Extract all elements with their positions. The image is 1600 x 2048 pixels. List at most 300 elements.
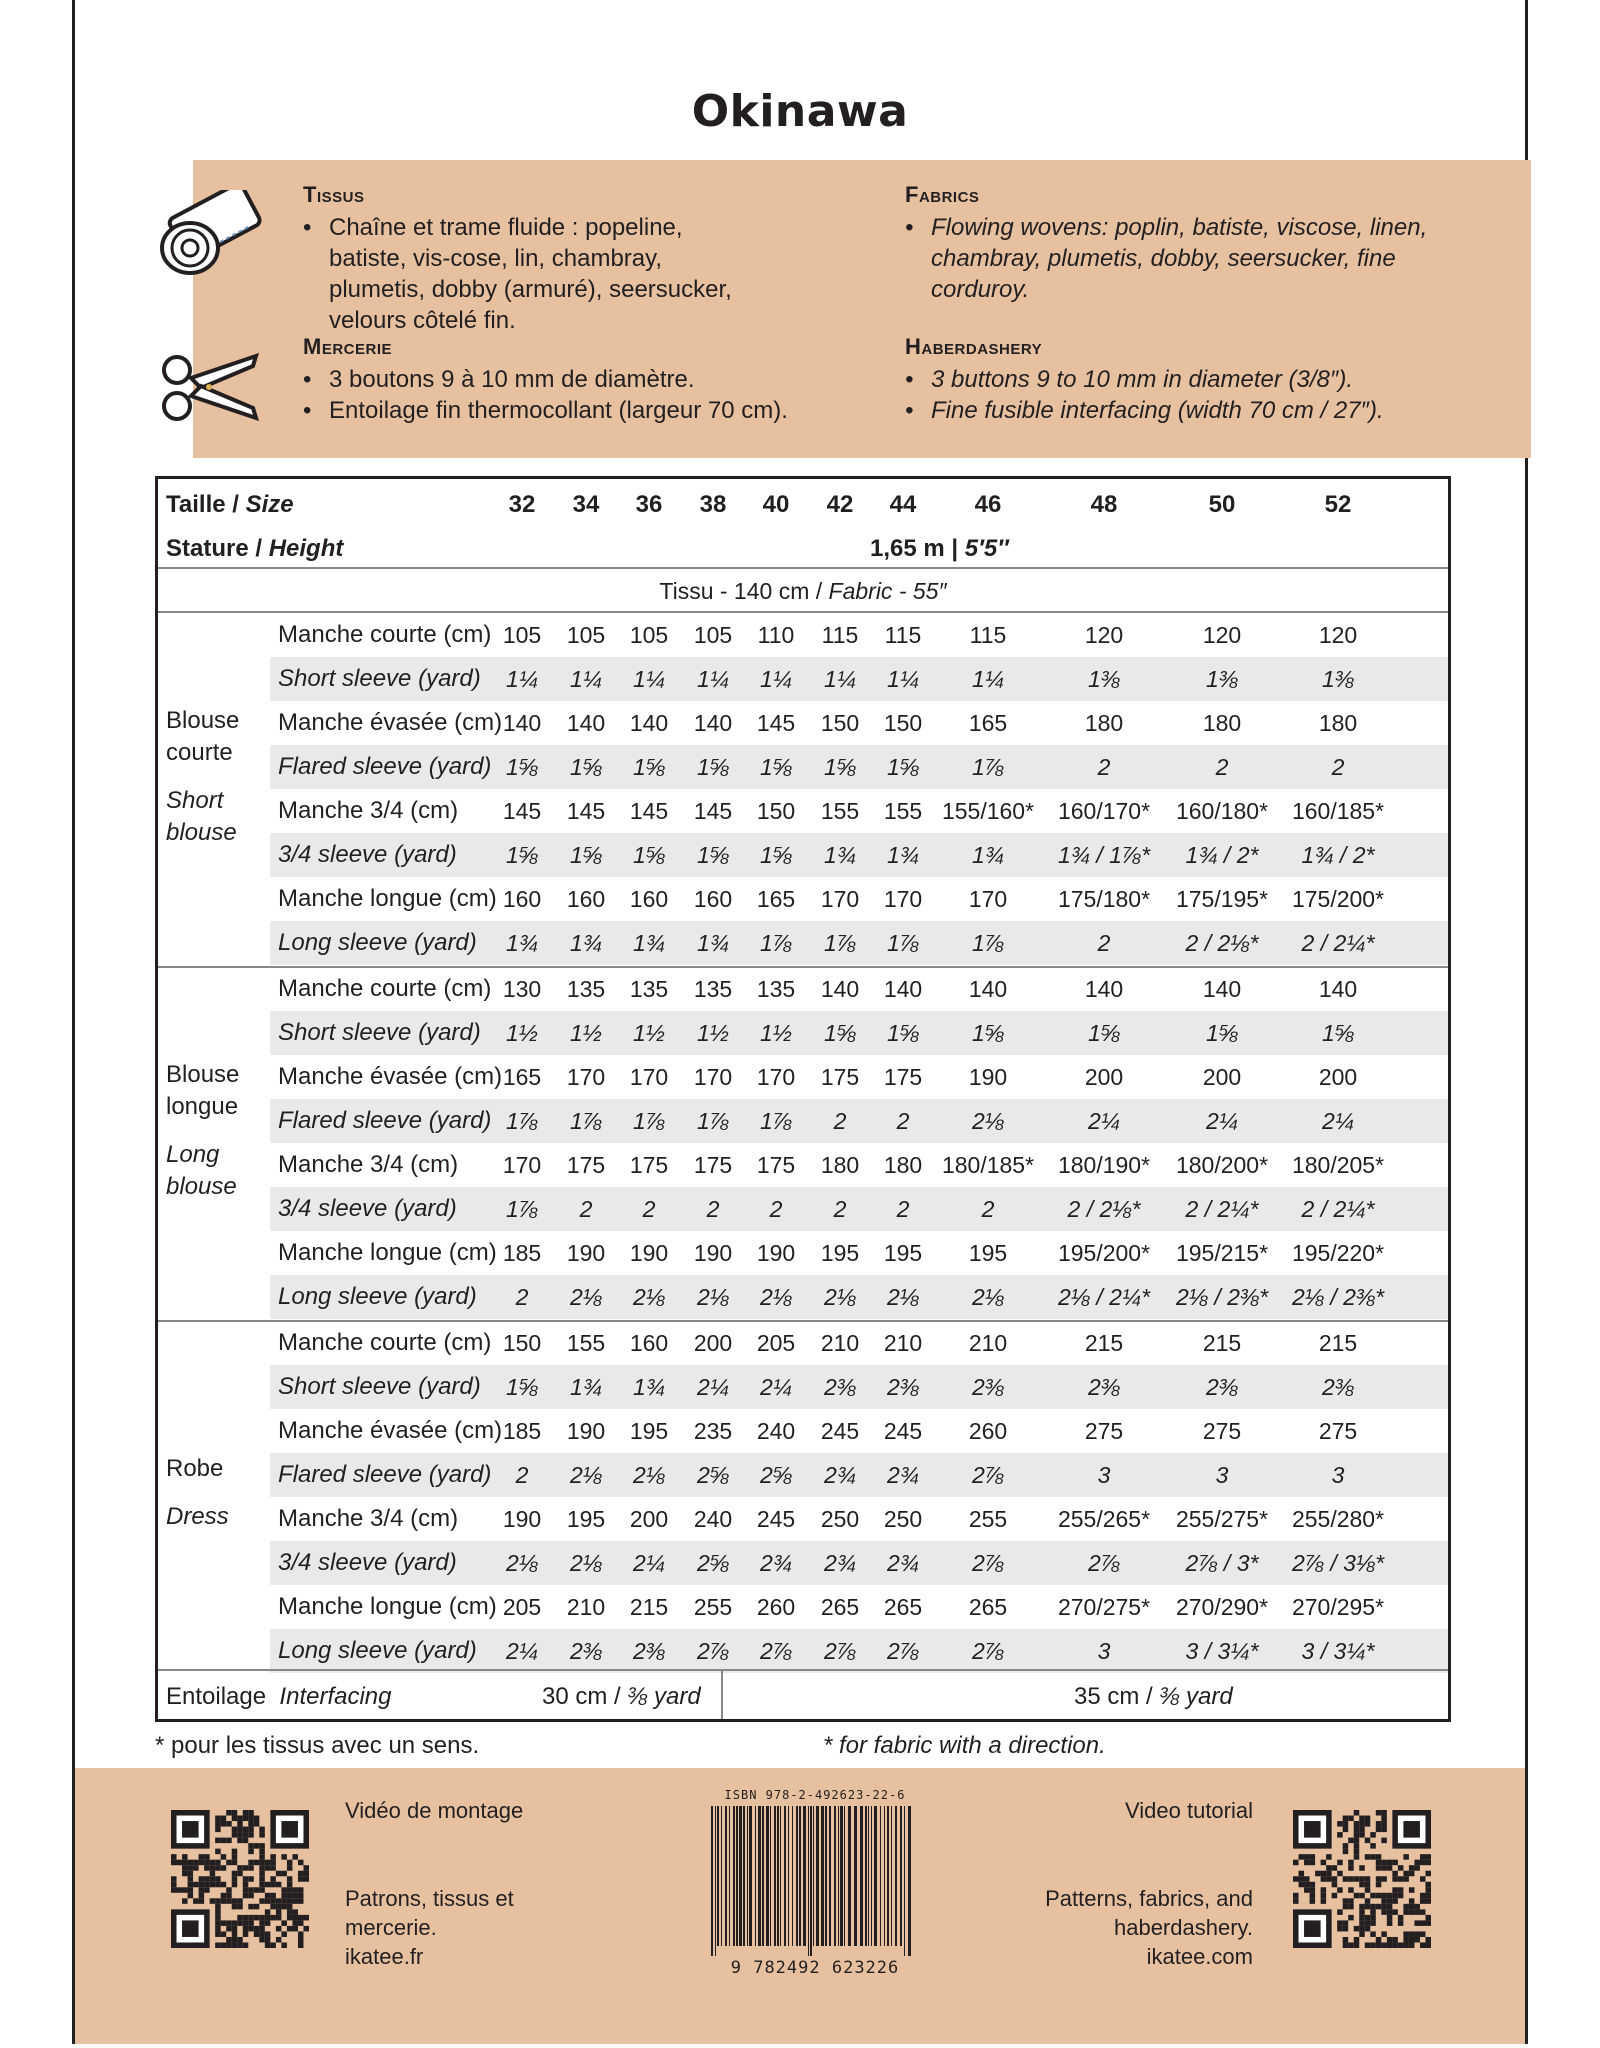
table-cell: 2 <box>833 1196 847 1222</box>
table-cell: 165 <box>968 710 1008 736</box>
table-cell: 2¼ <box>633 1550 665 1576</box>
table-cell: 175 <box>820 1064 860 1090</box>
fabrics-title-en: Fabrics <box>905 182 980 207</box>
table-cell: 2⅞ <box>972 1638 1004 1664</box>
table-cell: 145 <box>502 798 542 824</box>
table-cell: 2¼ <box>1088 1108 1120 1134</box>
table-row <box>158 789 1448 833</box>
table-cell: 2⅛ <box>887 1284 919 1310</box>
table-cell: 2⅜ <box>1322 1374 1354 1400</box>
row-label: Short sleeve (yard) <box>278 1019 481 1046</box>
table-cell: 2⅛ <box>697 1284 729 1310</box>
table-cell: 1¼ <box>824 666 856 692</box>
table-cell: 2⅛ <box>633 1284 665 1310</box>
list-item: • Entoilage fin thermocollant (largeur 70 cm). <box>303 395 863 426</box>
table-cell: 175 <box>756 1152 796 1178</box>
table-cell: 120 <box>1202 622 1242 648</box>
table-cell: 145 <box>566 798 606 824</box>
footer-panel <box>75 1768 1525 2044</box>
table-cell: 1⅞ <box>697 1108 729 1134</box>
table-cell: 2⅞ / 3* <box>1185 1550 1259 1576</box>
fabrics-list-en <box>905 212 1465 305</box>
table-cell: 1⅞ <box>760 930 792 956</box>
table-cell: 195 <box>968 1240 1008 1266</box>
table-row <box>158 701 1448 745</box>
notions-title-en: Haberdashery <box>905 334 1043 359</box>
site-link-en[interactable]: ikatee.com <box>1146 1944 1253 1969</box>
table-cell: 2 <box>1097 930 1111 956</box>
table-row <box>158 1143 1448 1187</box>
table-cell: 195/220* <box>1291 1240 1385 1266</box>
table-cell: 2⅞ <box>887 1638 919 1664</box>
scissors-icon <box>161 348 261 426</box>
table-cell: 2⅛ / 2⅜* <box>1291 1284 1385 1310</box>
row-label: Manche évasée (cm) <box>278 1417 503 1444</box>
table-row <box>158 1409 1448 1453</box>
table-cell: 1¾ <box>633 930 665 956</box>
table-cell: 2⅜ <box>1088 1374 1120 1400</box>
table-cell: 255/275* <box>1175 1506 1269 1532</box>
table-cell: 175 <box>693 1152 733 1178</box>
directional-note-en: * for fabric with a direction. <box>823 1732 1106 1759</box>
table-cell: 210 <box>566 1594 606 1620</box>
table-cell: 175 <box>629 1152 669 1178</box>
table-cell: 2¼ <box>760 1374 792 1400</box>
table-cell: 180 <box>820 1152 860 1178</box>
fabrics-title-fr: Tissus <box>303 182 365 207</box>
table-cell: 140 <box>1084 976 1124 1002</box>
table-cell: 165 <box>756 886 796 912</box>
table-cell: 160/180* <box>1175 798 1269 824</box>
table-cell: 2 / 2¼* <box>1301 930 1375 956</box>
table-cell: 1⅝ <box>506 1374 538 1400</box>
table-cell: 160 <box>566 886 606 912</box>
table-cell: 185 <box>502 1240 542 1266</box>
table-cell: 1¾ <box>972 842 1004 868</box>
table-cell: 155/160* <box>941 798 1035 824</box>
table-cell: 1⅝ <box>760 754 792 780</box>
table-cell: 195 <box>566 1506 606 1532</box>
size-column-header: 36 <box>635 491 663 518</box>
table-cell: 3 <box>1215 1462 1229 1488</box>
table-cell: 130 <box>502 976 542 1002</box>
size-column-header: 44 <box>889 491 917 518</box>
table-cell: 240 <box>693 1506 733 1532</box>
row-label: Flared sleeve (yard) <box>278 753 492 780</box>
table-cell: 1¼ <box>697 666 729 692</box>
table-cell: 1⅝ <box>1322 1020 1354 1046</box>
list-item: • Fine fusible interfacing (width 70 cm / 27″). <box>905 395 1505 426</box>
row-label: Manche courte (cm) <box>278 621 492 648</box>
row-label: Manche courte (cm) <box>278 1329 492 1356</box>
row-label: Manche longue (cm) <box>278 1593 497 1620</box>
table-cell: 1½ <box>633 1020 665 1046</box>
table-cell: 2⅛ <box>570 1462 602 1488</box>
table-cell: 2 <box>769 1196 783 1222</box>
table-cell: 150 <box>756 798 796 824</box>
table-row <box>270 1365 1448 1409</box>
table-cell: 250 <box>883 1506 923 1532</box>
group-label: Robe Dress <box>166 1455 229 1530</box>
directional-note-fr: * pour les tissus avec un sens. <box>155 1732 480 1759</box>
table-cell: 105 <box>566 622 606 648</box>
table-cell: 255 <box>968 1506 1008 1532</box>
table-cell: 260 <box>756 1594 796 1620</box>
table-cell: 1⅜ <box>1322 666 1354 692</box>
table-cell: 1¼ <box>972 666 1004 692</box>
list-item: • Chaîne et trame fluide : popeline, batiste, vis-cose, lin, chambray, plumetis, dobby (armuré), seersucker, velours côtelé fin. <box>303 212 743 336</box>
table-cell: 2¼ <box>1206 1108 1238 1134</box>
table-cell: 2 <box>579 1196 593 1222</box>
page-title: Okinawa <box>691 86 909 137</box>
table-cell: 190 <box>968 1064 1008 1090</box>
table-cell: 1½ <box>760 1020 792 1046</box>
list-item: • 3 buttons 9 to 10 mm in diameter (3/8″). <box>905 364 1505 395</box>
row-label: Long sleeve (yard) <box>278 1283 477 1310</box>
table-cell: 1⅝ <box>570 842 602 868</box>
size-column-header: 40 <box>762 491 790 518</box>
table-cell: 2⅜ <box>1206 1374 1238 1400</box>
site-link-fr[interactable]: ikatee.fr <box>345 1944 424 1969</box>
table-cell: 2⅛ / 2¼* <box>1057 1284 1151 1310</box>
table-cell: 190 <box>502 1506 542 1532</box>
table-row <box>270 1541 1448 1585</box>
yardage-table <box>155 476 1451 1722</box>
table-cell: 210 <box>968 1330 1008 1356</box>
table-cell: 135 <box>693 976 733 1002</box>
table-cell: 175/180* <box>1057 886 1151 912</box>
table-cell: 215 <box>629 1594 669 1620</box>
fabrics-list-fr <box>303 212 743 336</box>
table-row <box>158 1497 1448 1541</box>
list-item: • 3 boutons 9 à 10 mm de diamètre. <box>303 364 863 395</box>
qr-code-right[interactable] <box>1293 1810 1431 1948</box>
table-cell: 110 <box>757 622 795 648</box>
table-cell: 195/215* <box>1175 1240 1269 1266</box>
table-cell: 145 <box>756 710 796 736</box>
table-cell: 180/200* <box>1175 1152 1269 1178</box>
table-row <box>270 1011 1448 1055</box>
table-cell: 140 <box>1318 976 1358 1002</box>
row-label: Manche 3/4 (cm) <box>278 797 459 824</box>
row-label: Manche longue (cm) <box>278 1239 497 1266</box>
table-cell: 195 <box>629 1418 669 1444</box>
table-cell: 2 <box>981 1196 995 1222</box>
table-cell: 155 <box>820 798 860 824</box>
table-cell: 170 <box>693 1064 733 1090</box>
table-cell: 240 <box>756 1418 796 1444</box>
table-row <box>158 613 1448 657</box>
table-cell: 2 <box>1097 754 1111 780</box>
size-column-header: 50 <box>1208 491 1236 518</box>
table-cell: 190 <box>629 1240 669 1266</box>
table-cell: 2 <box>515 1284 529 1310</box>
table-cell: 180/190* <box>1057 1152 1151 1178</box>
table-cell: 2⅛ <box>972 1108 1004 1134</box>
table-cell: 250 <box>820 1506 860 1532</box>
table-cell: 265 <box>968 1594 1008 1620</box>
table-cell: 2¾ <box>824 1462 856 1488</box>
table-cell: 3 <box>1097 1462 1111 1488</box>
table-cell: 1⅝ <box>1206 1020 1238 1046</box>
table-cell: 160 <box>629 1330 669 1356</box>
table-cell: 2 / 2¼* <box>1301 1196 1375 1222</box>
table-cell: 255 <box>693 1594 733 1620</box>
table-cell: 185 <box>502 1418 542 1444</box>
table-cell: 2 / 2⅛* <box>1185 930 1259 956</box>
table-cell: 1⅝ <box>633 754 665 780</box>
table-cell: 1¾ <box>697 930 729 956</box>
table-cell: 140 <box>883 976 923 1002</box>
table-cell: 135 <box>756 976 796 1002</box>
table-cell: 1⅝ <box>506 842 538 868</box>
table-cell: 200 <box>1202 1064 1242 1090</box>
fabric-roll-icon <box>158 190 268 276</box>
table-cell: 190 <box>566 1418 606 1444</box>
table-cell: 235 <box>693 1418 733 1444</box>
row-label: Manche évasée (cm) <box>278 1063 503 1090</box>
table-cell: 1⅝ <box>570 754 602 780</box>
table-cell: 2 <box>896 1196 910 1222</box>
table-cell: 2⅝ <box>697 1462 729 1488</box>
isbn-text: ISBN 978-2-492623-22-6 <box>724 1788 906 1802</box>
interfacing-label: Entoilage Interfacing <box>166 1683 392 1710</box>
table-cell: 105 <box>502 622 542 648</box>
table-cell: 140 <box>820 976 860 1002</box>
table-row <box>270 657 1448 701</box>
table-cell: 1⅝ <box>972 1020 1004 1046</box>
table-cell: 245 <box>820 1418 860 1444</box>
table-cell: 140 <box>1202 976 1242 1002</box>
table-cell: 140 <box>968 976 1008 1002</box>
table-cell: 105 <box>693 622 733 648</box>
table-cell: 1¾ / 1⅞* <box>1057 842 1151 868</box>
table-cell: 205 <box>756 1330 796 1356</box>
table-cell: 2¾ <box>887 1462 919 1488</box>
table-cell: 145 <box>693 798 733 824</box>
table-cell: 270/295* <box>1291 1594 1385 1620</box>
table-cell: 1⅜ <box>1088 666 1120 692</box>
table-row <box>270 1453 1448 1497</box>
table-cell: 2⅛ <box>633 1462 665 1488</box>
table-cell: 165 <box>502 1064 542 1090</box>
table-cell: 140 <box>629 710 669 736</box>
table-cell: 210 <box>883 1330 923 1356</box>
table-cell: 275 <box>1202 1418 1242 1444</box>
table-cell: 180/205* <box>1291 1152 1385 1178</box>
table-cell: 2⅜ <box>570 1638 602 1664</box>
table-cell: 2⅜ <box>824 1374 856 1400</box>
fabric-width-row: Tissu - 140 cm / Fabric - 55″ <box>659 578 947 604</box>
table-cell: 1⅜ <box>1206 666 1238 692</box>
barcode <box>705 1806 915 1956</box>
notions-title-fr: Mercerie <box>303 334 393 359</box>
shop-text-fr: Patrons, tissus et mercerie. ikatee.fr <box>345 1886 514 1969</box>
table-cell: 2¼ <box>697 1374 729 1400</box>
table-cell: 1⅝ <box>697 754 729 780</box>
table-cell: 2⅛ / 2⅜* <box>1175 1284 1269 1310</box>
table-cell: 2⅜ <box>972 1374 1004 1400</box>
size-column-header: 52 <box>1324 491 1352 518</box>
table-cell: 245 <box>756 1506 796 1532</box>
table-cell: 1¾ <box>570 1374 602 1400</box>
table-cell: 160 <box>629 886 669 912</box>
table-cell: 2¾ <box>824 1550 856 1576</box>
table-cell: 135 <box>629 976 669 1002</box>
table-cell: 2 / 2⅛* <box>1067 1196 1141 1222</box>
row-label: Short sleeve (yard) <box>278 1373 481 1400</box>
table-cell: 190 <box>566 1240 606 1266</box>
table-cell: 215 <box>1202 1330 1242 1356</box>
table-row <box>158 967 1448 1011</box>
table-cell: 2⅛ <box>570 1550 602 1576</box>
table-cell: 200 <box>629 1506 669 1532</box>
table-cell: 255/265* <box>1057 1506 1151 1532</box>
table-cell: 2⅞ / 3⅛* <box>1291 1550 1385 1576</box>
table-row <box>270 833 1448 877</box>
row-label: Manche longue (cm) <box>278 885 497 912</box>
qr-code-left[interactable] <box>171 1810 309 1948</box>
table-cell: 2⅛ <box>506 1550 538 1576</box>
table-cell: 140 <box>502 710 542 736</box>
size-header: Taille / Size <box>166 491 294 518</box>
table-cell: 245 <box>883 1418 923 1444</box>
notions-list-en <box>905 364 1505 426</box>
table-cell: 160 <box>693 886 733 912</box>
size-column-header: 42 <box>826 491 854 518</box>
table-cell: 1⅝ <box>697 842 729 868</box>
table-cell: 2 <box>896 1108 910 1134</box>
table-cell: 190 <box>756 1240 796 1266</box>
table-cell: 180 <box>1202 710 1242 736</box>
table-cell: 1⅝ <box>824 1020 856 1046</box>
table-row <box>270 745 1448 789</box>
table-cell: 1⅞ <box>506 1196 538 1222</box>
row-label: Manche évasée (cm) <box>278 709 503 736</box>
size-column-header: 38 <box>699 491 727 518</box>
table-cell: 115 <box>969 622 1007 648</box>
table-row <box>270 1629 1448 1673</box>
table-cell: 1¼ <box>887 666 919 692</box>
table-row <box>270 921 1448 965</box>
table-row <box>158 1321 1448 1365</box>
table-cell: 160/185* <box>1291 798 1385 824</box>
row-label: Long sleeve (yard) <box>278 929 477 956</box>
table-cell: 180/185* <box>941 1152 1035 1178</box>
table-cell: 2⅛ <box>570 1284 602 1310</box>
table-cell: 1¾ <box>506 930 538 956</box>
table-cell: 1¾ / 2* <box>1301 842 1375 868</box>
table-cell: 1⅝ <box>887 1020 919 1046</box>
size-column-header: 34 <box>572 491 600 518</box>
table-cell: 155 <box>566 1330 606 1356</box>
size-column-header: 46 <box>974 491 1002 518</box>
table-cell: 140 <box>566 710 606 736</box>
row-label: Short sleeve (yard) <box>278 665 481 692</box>
table-cell: 150 <box>502 1330 542 1356</box>
table-cell: 1¾ <box>633 1374 665 1400</box>
table-cell: 2⅞ <box>760 1638 792 1664</box>
table-cell: 270/275* <box>1057 1594 1151 1620</box>
table-cell: 2¾ <box>887 1550 919 1576</box>
table-cell: 1¾ <box>887 842 919 868</box>
table-cell: 1⅞ <box>506 1108 538 1134</box>
table-cell: 1⅞ <box>972 754 1004 780</box>
table-cell: 200 <box>1318 1064 1358 1090</box>
table-cell: 150 <box>883 710 923 736</box>
table-cell: 1¾ / 2* <box>1185 842 1259 868</box>
table-cell: 2⅞ <box>697 1638 729 1664</box>
table-cell: 3 / 3¼* <box>1301 1638 1375 1664</box>
list-item: • Flowing wovens: poplin, batiste, viscose, linen, chambray, plumetis, dobby, seersucker, fine corduroy. <box>905 212 1465 305</box>
table-row <box>158 1585 1448 1629</box>
table-cell: 2⅞ <box>972 1550 1004 1576</box>
interfacing-small-sizes: 30 cm / ⅜ yard <box>542 1683 701 1710</box>
table-cell: 2⅛ <box>760 1284 792 1310</box>
group-label: Blouse longue Long blouse <box>166 1061 240 1200</box>
table-cell: 275 <box>1318 1418 1358 1444</box>
row-label: Flared sleeve (yard) <box>278 1461 492 1488</box>
table-cell: 1½ <box>697 1020 729 1046</box>
table-cell: 270/290* <box>1175 1594 1269 1620</box>
table-row <box>158 1231 1448 1275</box>
table-cell: 1⅝ <box>887 754 919 780</box>
table-cell: 1⅝ <box>633 842 665 868</box>
table-cell: 205 <box>502 1594 542 1620</box>
table-cell: 105 <box>629 622 669 648</box>
table-cell: 1⅞ <box>633 1108 665 1134</box>
table-row <box>158 877 1448 921</box>
table-cell: 2⅛ <box>824 1284 856 1310</box>
table-cell: 1⅞ <box>570 1108 602 1134</box>
table-cell: 2 <box>642 1196 656 1222</box>
table-cell: 2⅝ <box>697 1550 729 1576</box>
table-cell: 175 <box>883 1064 923 1090</box>
table-cell: 1¼ <box>506 666 538 692</box>
table-cell: 2⅞ <box>1088 1550 1120 1576</box>
notions-list-fr <box>303 364 863 426</box>
table-cell: 155 <box>883 798 923 824</box>
table-cell: 120 <box>1318 622 1358 648</box>
table-cell: 260 <box>968 1418 1008 1444</box>
table-cell: 2 <box>833 1108 847 1134</box>
table-cell: 115 <box>884 622 922 648</box>
size-column-header: 32 <box>508 491 536 518</box>
table-cell: 2⅞ <box>972 1462 1004 1488</box>
table-cell: 1⅝ <box>760 842 792 868</box>
table-cell: 1¾ <box>570 930 602 956</box>
table-cell: 120 <box>1084 622 1124 648</box>
table-cell: 195 <box>820 1240 860 1266</box>
interfacing-large-sizes: 35 cm / ⅜ yard <box>1074 1683 1233 1710</box>
table-cell: 3 <box>1097 1638 1111 1664</box>
table-cell: 170 <box>968 886 1008 912</box>
table-cell: 175/195* <box>1175 886 1269 912</box>
table-cell: 3 / 3¼* <box>1185 1638 1259 1664</box>
table-row <box>270 1187 1448 1231</box>
table-cell: 265 <box>820 1594 860 1620</box>
size-column-header: 48 <box>1090 491 1118 518</box>
table-cell: 170 <box>756 1064 796 1090</box>
shop-text-en: Patterns, fabrics, and haberdashery. ikatee.com <box>1045 1886 1253 1969</box>
table-cell: 170 <box>883 886 923 912</box>
group-label: Blouse courte Short blouse <box>166 707 240 846</box>
table-cell: 200 <box>693 1330 733 1356</box>
row-label: Manche 3/4 (cm) <box>278 1151 459 1178</box>
table-cell: 1⅞ <box>760 1108 792 1134</box>
table-cell: 195 <box>883 1240 923 1266</box>
table-cell: 1⅞ <box>972 930 1004 956</box>
